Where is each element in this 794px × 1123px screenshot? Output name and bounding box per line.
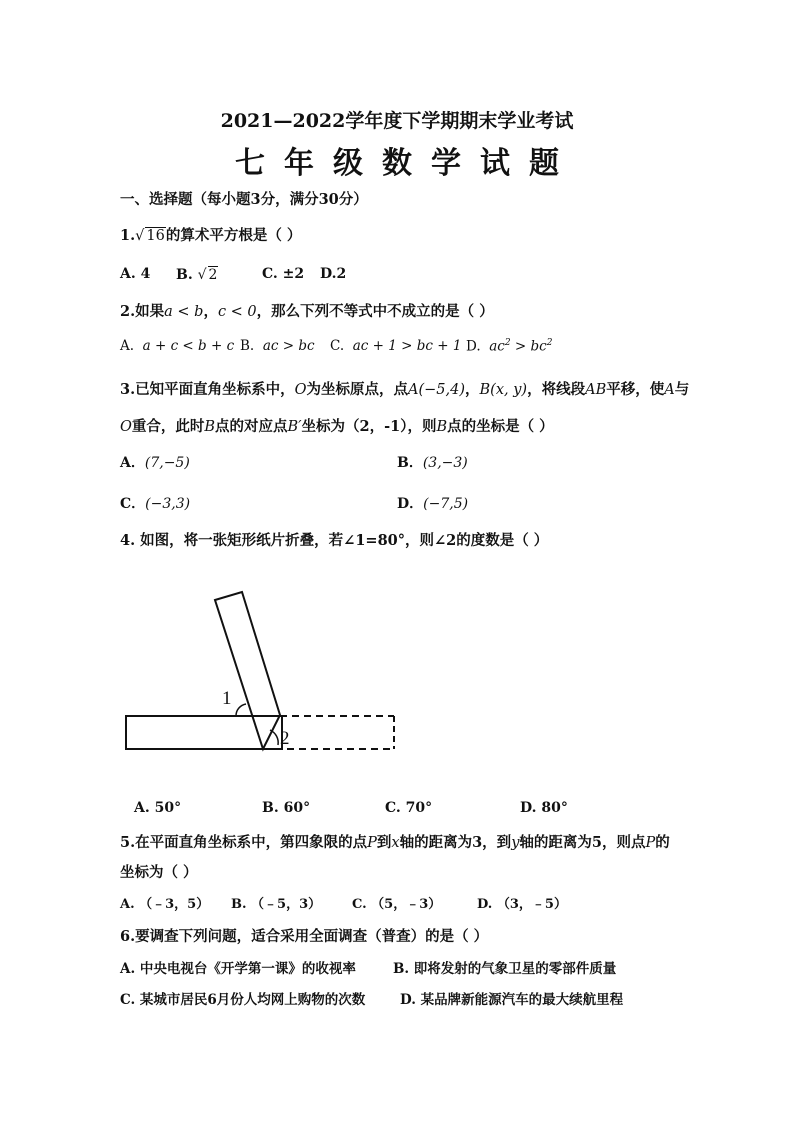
question-5-line-2: 坐标为（ ） <box>120 864 198 881</box>
q2-c-label: C. <box>330 338 345 354</box>
q5-point-p: P <box>645 835 656 851</box>
q5-text: 轴的距离为3，到 <box>399 834 512 851</box>
q2-a-expr: a + c < b + c <box>142 338 235 354</box>
q3-point-b: B(x, y) <box>479 382 528 398</box>
q1-radicand: 16 <box>146 228 165 244</box>
q3-letter-b: B <box>204 419 216 435</box>
q1-option-b-radicand: 2 <box>208 267 218 283</box>
q5-option-c: C. （5，﹣3） <box>352 897 442 912</box>
q2-cond1: a < b <box>164 304 204 320</box>
q5-option-b: B. （﹣5，3） <box>231 897 322 912</box>
q3-text: 坐标为（2，-1），则 <box>301 418 437 435</box>
q2-d-exp-1: 2 <box>504 338 511 348</box>
q5-text: 的 <box>655 834 670 851</box>
q1-option-b-label: B. <box>176 267 193 283</box>
q3-b-value: (3,−3) <box>422 455 468 471</box>
angle-1-label: 1 <box>222 688 232 709</box>
q2-d-label: D. <box>466 338 481 355</box>
q3-option-a <box>120 452 190 472</box>
q3-text: ，将线段 <box>527 381 586 398</box>
q3-segment: AB <box>585 382 607 398</box>
q2-sep: ， <box>203 303 218 320</box>
question-3-line-1 <box>120 378 689 399</box>
q3-letter-a: A <box>664 382 675 398</box>
radical-sign: √ <box>135 228 145 244</box>
q3-option-d <box>397 493 468 513</box>
q3-origin: O <box>120 419 132 435</box>
q2-b-label: B. <box>240 338 255 354</box>
q2-cond2: c < 0 <box>217 304 257 320</box>
q1-option-c: C. ±2 <box>262 266 305 282</box>
q5-option-d: D. （3，﹣5） <box>477 897 567 912</box>
q3-text: ， <box>465 381 480 398</box>
q3-text: 重合，此时 <box>131 418 205 435</box>
q3-letter-b: B <box>436 419 448 435</box>
q4-option-a: A. 50° <box>134 800 182 816</box>
q3-c-label: C． <box>120 496 146 512</box>
q2-option-d <box>466 338 552 355</box>
q6-option-b: B. 即将发射的气象卫星的零部件质量 <box>393 961 617 977</box>
question-4: 4. 如图，将一张矩形纸片折叠，若∠1=80°，则∠2的度数是（ ） <box>120 532 549 549</box>
q2-stem-a: 2.如果 <box>120 303 165 320</box>
q3-b-label: B． <box>397 455 423 471</box>
q4-option-b: B. 60° <box>262 800 311 816</box>
q3-option-c <box>120 493 190 513</box>
q2-option-b <box>240 338 315 354</box>
q4-option-d: D. 80° <box>520 800 568 816</box>
q3-d-label: D． <box>397 496 424 512</box>
q2-d-expr-1: ac <box>489 338 505 355</box>
q3-a-value: (7,−5) <box>144 455 190 471</box>
q3-text: 点的对应点 <box>215 418 288 435</box>
q6-option-a: A. 中央电视台《开学第一课》的收视率 <box>120 961 356 977</box>
q2-option-c <box>330 338 461 354</box>
q5-y-axis: y <box>511 835 520 851</box>
question-1 <box>120 224 301 245</box>
exam-title: 2021—2022学年度下学期期末学业考试 <box>220 110 574 132</box>
q3-text: 为坐标原点，点 <box>306 381 409 398</box>
q2-option-a <box>120 338 234 354</box>
q1-option-b <box>176 266 218 283</box>
question-3-line-2 <box>120 415 554 436</box>
q2-c-expr: ac + 1 > bc + 1 <box>352 338 462 354</box>
q5-point-p: P <box>367 835 377 851</box>
angle-1-arc <box>236 704 246 716</box>
q5-text: 到 <box>376 834 392 851</box>
q2-a-label: A. <box>120 338 135 354</box>
q3-a-label: A． <box>120 455 145 471</box>
q6-option-d: D. 某品牌新能源汽车的最大续航里程 <box>400 992 624 1008</box>
angle-2-label: 2 <box>280 728 290 749</box>
q3-d-value: (−7,5) <box>423 496 469 512</box>
q3-text: 3.已知平面直角坐标系中， <box>120 381 295 398</box>
q1-prefix: 1. <box>120 227 136 244</box>
folded-strip <box>215 592 280 749</box>
q3-c-value: (−3,3) <box>145 496 191 512</box>
question-2 <box>120 300 494 321</box>
q5-option-a: A. （﹣3，5） <box>120 897 210 912</box>
q3-text: 与 <box>674 381 690 398</box>
q2-d-exp-2: 2 <box>546 338 553 348</box>
q1-option-d: D.2 <box>320 266 347 282</box>
q3-option-b <box>397 452 468 472</box>
radical-sign: √ <box>197 267 207 283</box>
q6-option-c: C. 某城市居民6月份人均网上购物的次数 <box>120 992 366 1008</box>
exam-subtitle: 七年级数学试题 <box>235 146 578 181</box>
question-6: 6.要调查下列问题，适合采用全面调查（普查）的是（ ） <box>120 928 489 945</box>
q5-x-axis: x <box>391 835 400 851</box>
q3-text: 平移，使 <box>606 381 665 398</box>
q5-text: 轴的距离为5，则点 <box>519 834 646 851</box>
q1-text: 的算术平方根是（ ） <box>165 227 302 244</box>
q2-stem-b: ，那么下列不等式中不成立的是（ ） <box>256 303 494 320</box>
folded-paper-figure <box>120 580 410 760</box>
q1-option-a: A. 4 <box>120 266 151 282</box>
question-5-line-1 <box>120 831 670 852</box>
q4-option-c: C. 70° <box>385 800 433 816</box>
section-heading: 一、选择题（每小题3分，满分30分） <box>120 191 368 208</box>
q3-b-prime: B′ <box>287 419 302 435</box>
q2-b-expr: ac > bc <box>262 338 315 354</box>
q5-text: 5.在平面直角坐标系中，第四象限的点 <box>120 834 368 851</box>
q3-point-a: A(−5,4) <box>408 382 466 398</box>
q3-origin: O <box>294 382 307 398</box>
q3-text: 点的坐标是（ ） <box>447 418 554 435</box>
q2-d-expr-2: > bc <box>510 338 547 355</box>
